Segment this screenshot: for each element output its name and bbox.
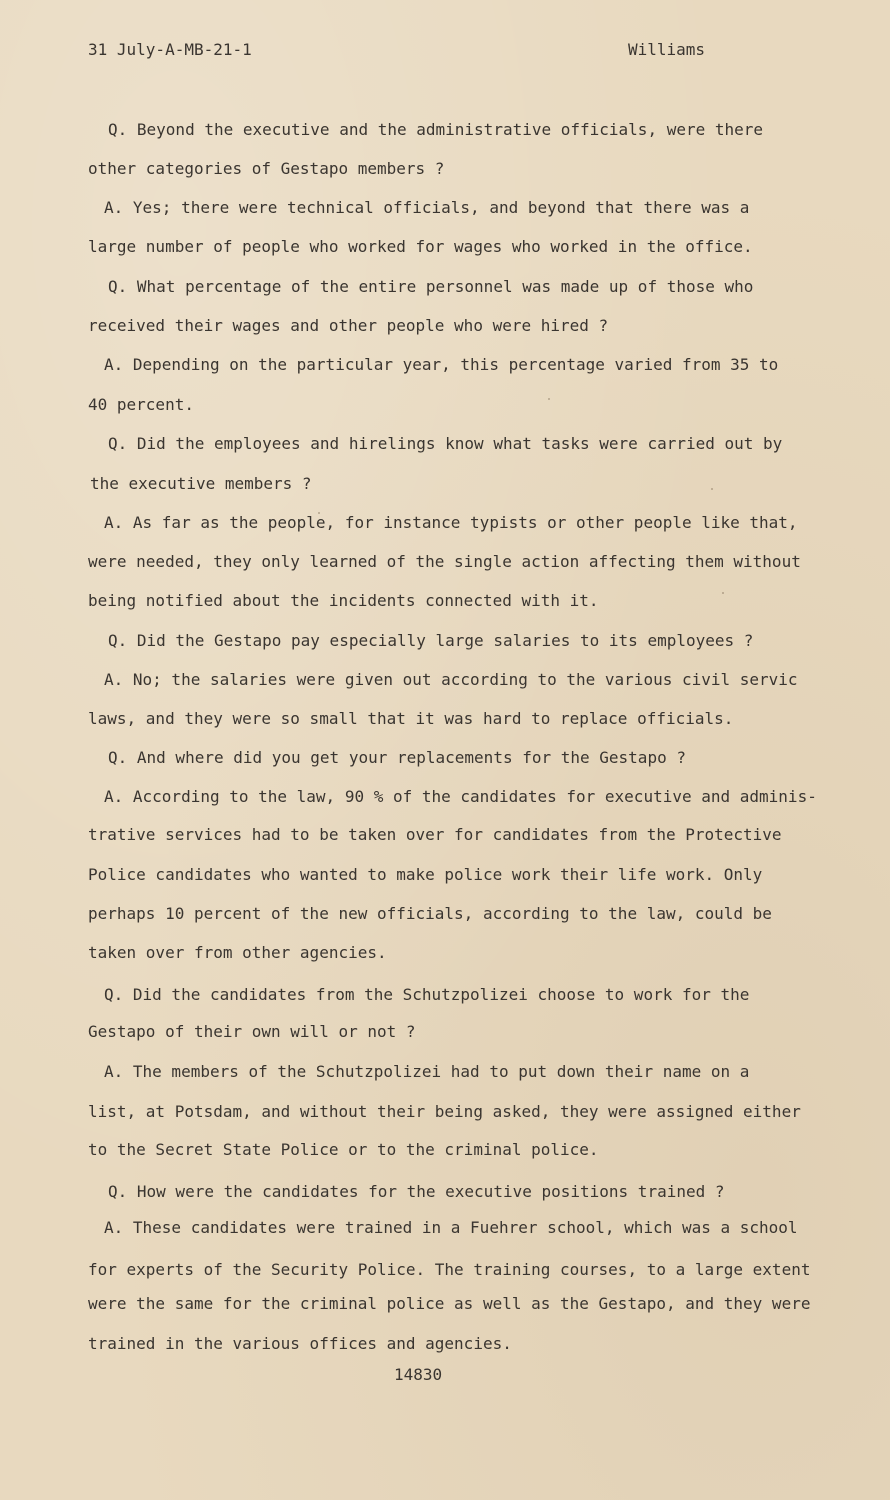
text-line: perhaps 10 percent of the new officials, according to the law, could be [88, 904, 772, 923]
text-line: 40 percent. [88, 395, 194, 414]
text-line: were needed, they only learned of the single action affecting them without [88, 552, 801, 571]
text-line: A. Yes; there were technical officials, and beyond that there was a [104, 198, 750, 217]
text-line: A. The members of the Schutzpolizei had to put down their name on a [104, 1062, 750, 1081]
text-line: A. According to the law, 90 % of the candidates for executive and adminis- [104, 787, 817, 806]
text-line: A. No; the salaries were given out according to the various civil servic [104, 670, 798, 689]
witness-name: Williams [628, 40, 706, 59]
text-line: laws, and they were so small that it was hard to replace officials. [88, 709, 734, 728]
text-line: to the Secret State Police or to the criminal police. [88, 1140, 599, 1159]
text-line: Police candidates who wanted to make police work their life work. Only [88, 865, 763, 884]
text-line: Q. Beyond the executive and the administrative officials, were there [108, 120, 764, 139]
paper-speck [318, 512, 320, 514]
text-line: A. Depending on the particular year, this percentage varied from 35 to [104, 355, 779, 374]
text-line: Q. How were the candidates for the executive positions trained ? [108, 1182, 725, 1201]
text-line: the executive members ? [90, 474, 312, 493]
text-line: list, at Potsdam, and without their being asked, they were assigned either [88, 1102, 801, 1121]
paper-speck [711, 488, 713, 490]
text-line: Gestapo of their own will or not ? [88, 1022, 416, 1041]
text-line: Q. Did the employees and hirelings know what tasks were carried out by [108, 434, 783, 453]
text-line: large number of people who worked for wages who worked in the office. [88, 237, 753, 256]
text-line: A. As far as the people, for instance typists or other people like that, [104, 513, 798, 532]
paper-speck [722, 592, 724, 594]
text-line: received their wages and other people who were hired ? [88, 316, 609, 335]
text-line: Q. And where did you get your replacements for the Gestapo ? [108, 748, 686, 767]
text-line: other categories of Gestapo members ? [88, 159, 445, 178]
page-number: 14830 [394, 1365, 443, 1384]
text-line: Q. Did the Gestapo pay especially large salaries to its employees ? [108, 631, 754, 650]
text-line: Q. What percentage of the entire personnel was made up of those who [108, 277, 754, 296]
text-line: trained in the various offices and agencies. [88, 1334, 512, 1353]
text-line: were the same for the criminal police as well as the Gestapo, and they were [88, 1294, 811, 1313]
text-line: taken over from other agencies. [88, 943, 387, 962]
file-code: 31 July-A-MB-21-1 [88, 40, 252, 59]
text-line: A. These candidates were trained in a Fuehrer school, which was a school [104, 1218, 798, 1237]
text-line: for experts of the Security Police. The training courses, to a large extent [88, 1260, 811, 1279]
paper-speck [548, 398, 550, 400]
text-line: Q. Did the candidates from the Schutzpolizei choose to work for the [104, 985, 750, 1004]
text-line: being notified about the incidents connected with it. [88, 591, 599, 610]
text-line: trative services had to be taken over for candidates from the Protective [88, 825, 782, 844]
